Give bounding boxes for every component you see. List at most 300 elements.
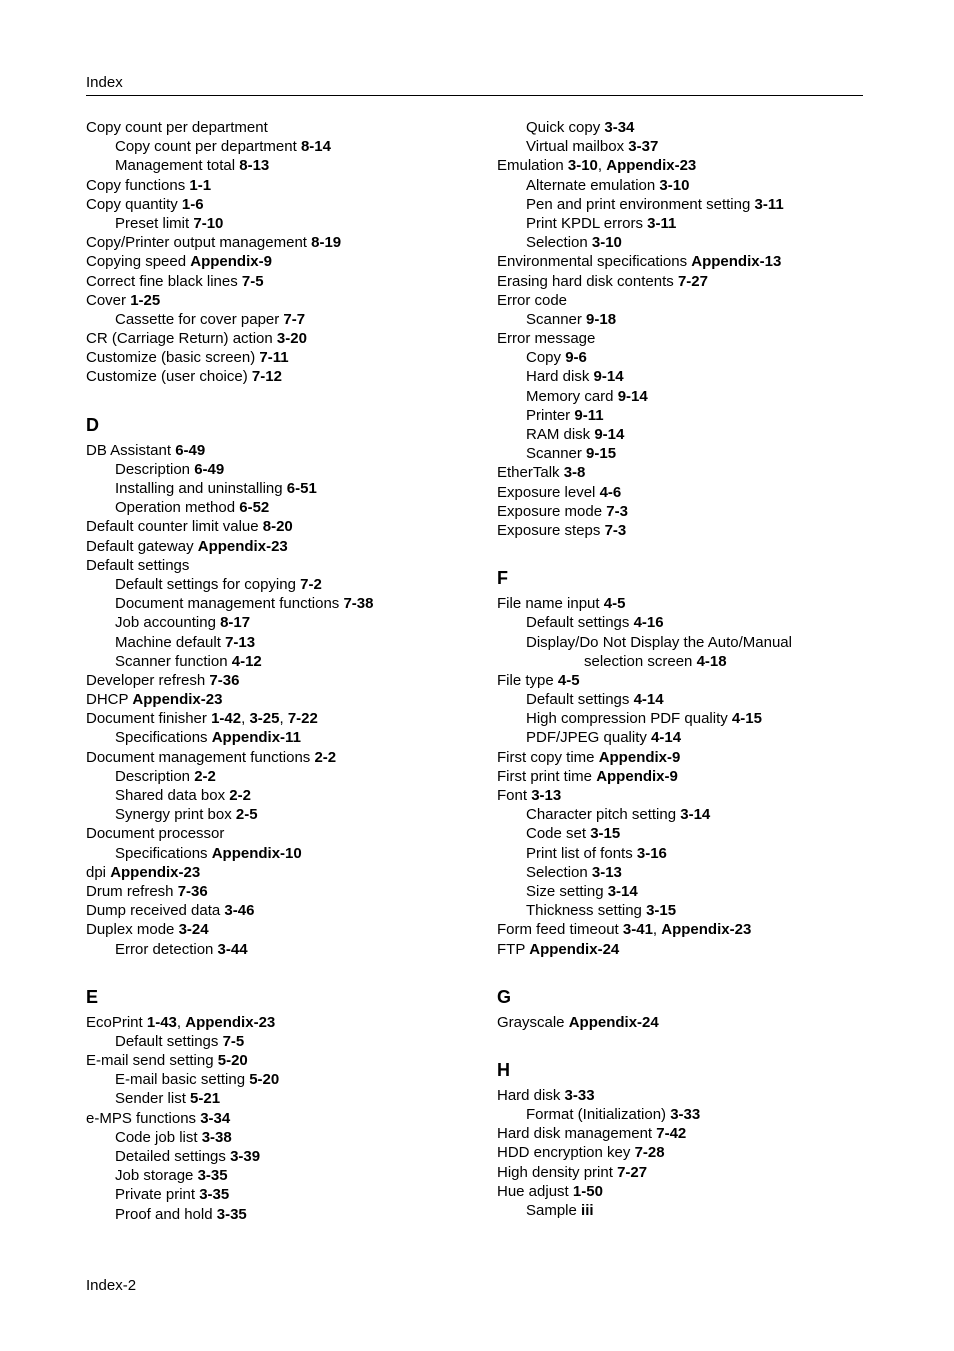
entry-term: Job accounting — [115, 614, 221, 632]
index-subentry — [86, 1089, 486, 1108]
entry-term: Error detection — [115, 940, 218, 958]
index-subentry — [497, 387, 877, 406]
entry-term: Copy count per department — [86, 119, 268, 136]
index-entry — [86, 367, 486, 386]
entry-term: selection screen — [584, 652, 697, 670]
page-reference: 2-2 — [314, 748, 337, 766]
index-entry — [497, 502, 877, 521]
entry-term: First copy time — [497, 748, 599, 766]
index-subentry — [86, 498, 486, 517]
index-entry — [86, 176, 486, 195]
page-reference: 4-18 — [696, 652, 727, 670]
section-letter-d: D — [86, 414, 99, 435]
index-entry — [86, 556, 486, 575]
page-reference: 7-11 — [259, 349, 289, 367]
index-entry — [497, 1124, 877, 1143]
page-reference: Appendix-10 — [211, 844, 302, 862]
page-reference: 9-11 — [574, 406, 604, 424]
page-reference: 3-33 — [564, 1086, 595, 1104]
page-number: Index-2 — [86, 1277, 137, 1294]
index-subentry — [86, 594, 486, 613]
index-entry — [86, 252, 486, 271]
index-entry — [86, 118, 486, 137]
page-reference: 5-20 — [217, 1052, 248, 1070]
entry-term: DB Assistant — [86, 441, 176, 459]
entry-term: File type — [497, 671, 558, 689]
page-reference: 3-35 — [216, 1205, 247, 1223]
page-reference: 6-49 — [194, 460, 225, 478]
entry-term: Cover — [86, 291, 131, 309]
index-subentry — [497, 118, 877, 137]
page-reference: 1-42 — [211, 710, 242, 728]
entry-term: DHCP — [86, 691, 133, 709]
index-subentry — [86, 1147, 486, 1166]
page-reference: 7-13 — [225, 633, 256, 651]
header-title: Index — [86, 74, 123, 91]
page-reference: 7-27 — [617, 1163, 648, 1181]
page-reference: 7-28 — [634, 1144, 665, 1162]
page-reference: 7-5 — [241, 272, 264, 290]
entry-term: Printer — [526, 406, 575, 424]
index-entry — [497, 767, 877, 786]
page-reference: 3-44 — [217, 940, 248, 958]
page-reference: Appendix-11 — [211, 729, 301, 747]
page-reference: 7-2 — [300, 575, 322, 593]
page-reference: 3-15 — [646, 902, 677, 920]
index-entry — [497, 594, 877, 613]
entry-term: High density print — [497, 1163, 618, 1181]
index-entry — [86, 863, 486, 882]
page-reference: 6-49 — [175, 441, 206, 459]
index-subentry — [497, 348, 877, 367]
page-reference: 3-34 — [200, 1109, 231, 1127]
entry-term: Print list of fonts — [526, 844, 637, 862]
page-reference: 9-18 — [586, 310, 617, 328]
index-entry — [497, 521, 877, 540]
page-reference: Appendix-9 — [598, 748, 681, 766]
entry-term: Document finisher — [86, 710, 212, 728]
index-entry — [86, 824, 486, 843]
page-header — [86, 72, 863, 96]
section-letter-f: F — [497, 568, 508, 589]
entry-term: Detailed settings — [115, 1148, 231, 1165]
index-subentry — [497, 176, 877, 195]
page-reference: 3-25 — [249, 710, 280, 728]
index-subentry — [497, 406, 877, 425]
page-reference: Appendix-9 — [190, 253, 272, 271]
entry-term: Hard disk — [497, 1086, 565, 1104]
page-reference: 9-15 — [586, 445, 617, 463]
index-entry — [497, 329, 877, 348]
index-entry — [86, 517, 486, 536]
index-subentry — [86, 805, 486, 824]
index-entry — [497, 1013, 877, 1032]
entry-term: Hard disk — [526, 368, 594, 386]
page-reference: 3-11 — [754, 195, 784, 213]
page-reference: 3-35 — [197, 1167, 228, 1185]
page-reference: Appendix-23 — [185, 1013, 276, 1031]
page-reference: 7-10 — [193, 214, 224, 232]
page-reference: 4-12 — [231, 652, 262, 670]
index-entry — [86, 291, 486, 310]
index-entry — [497, 940, 877, 959]
entry-term: Preset limit — [115, 214, 194, 232]
index-entry — [497, 671, 877, 690]
entry-term: Alternate emulation — [526, 176, 660, 194]
entry-term: Error code — [497, 291, 568, 309]
index-entry — [86, 272, 486, 291]
index-entry — [497, 463, 877, 482]
index-subentry — [497, 690, 877, 709]
page-reference: 7-7 — [283, 310, 306, 328]
entry-term: Selection — [526, 234, 592, 252]
entry-term: Code job list — [115, 1128, 202, 1146]
entry-term: Hard disk management — [497, 1125, 657, 1143]
entry-term: Character pitch setting — [526, 806, 681, 824]
entry-term: Scanner — [526, 310, 587, 328]
index-subentry — [86, 479, 486, 498]
page-reference: 3-10 — [567, 157, 598, 175]
index-subentry — [497, 844, 877, 863]
index-entry — [86, 1051, 486, 1070]
entry-term: Synergy print box — [115, 806, 236, 824]
index-subentry — [497, 882, 877, 901]
page-reference: Appendix-23 — [132, 691, 223, 709]
page-reference: 8-19 — [311, 234, 342, 252]
entry-term: Customize (user choice) — [86, 368, 252, 386]
index-subentry — [86, 310, 486, 329]
entry-term: Drum refresh — [86, 882, 178, 900]
index-subentry — [86, 940, 486, 959]
entry-term: Operation method — [115, 499, 240, 517]
page-reference: 1-1 — [189, 176, 212, 194]
entry-term: Font — [497, 787, 532, 804]
entry-term: Default settings — [86, 556, 190, 574]
entry-term: E-mail send setting — [86, 1052, 218, 1070]
index-entry — [497, 156, 877, 175]
index-subentry — [497, 233, 877, 252]
page-reference: 3-14 — [607, 882, 638, 900]
page-reference: 3-14 — [680, 806, 711, 824]
page-reference: 3-35 — [199, 1186, 230, 1204]
page-reference: 7-12 — [251, 368, 282, 386]
entry-term: Virtual mailbox — [526, 138, 629, 156]
page-reference: 6-52 — [239, 499, 270, 517]
entry-term: HDD encryption key — [497, 1144, 635, 1162]
page-reference: 7-38 — [343, 595, 374, 613]
page-reference: 3-10 — [591, 234, 622, 252]
page-reference: 8-14 — [300, 138, 331, 156]
entry-term: PDF/JPEG quality — [526, 729, 652, 747]
index-subentry — [497, 863, 877, 882]
index-entry — [86, 348, 486, 367]
index-subentry — [86, 613, 486, 632]
page-reference: Appendix-23 — [197, 537, 288, 555]
index-entry — [86, 882, 486, 901]
page-reference: 2-2 — [194, 767, 216, 785]
entry-term: Description — [115, 767, 195, 785]
index-entry — [86, 233, 486, 252]
page-reference: 8-20 — [262, 518, 293, 536]
index-subentry — [497, 310, 877, 329]
index-subentry — [86, 1185, 486, 1204]
page-reference: Appendix-9 — [596, 767, 678, 785]
page-reference: 4-6 — [599, 483, 622, 501]
entry-term: Code set — [526, 825, 591, 843]
index-entry — [497, 1163, 877, 1182]
page-reference: 1-25 — [130, 291, 161, 309]
index-subentry — [86, 728, 486, 747]
page-reference: 3-38 — [201, 1128, 232, 1146]
page-reference: 7-3 — [604, 521, 627, 539]
page-reference: 9-14 — [593, 368, 624, 386]
entry-term: dpi — [86, 863, 111, 881]
entry-term: Default counter limit value — [86, 518, 263, 536]
index-entry — [86, 690, 486, 709]
page-reference: 1-6 — [181, 195, 204, 213]
entry-term: , — [176, 1013, 186, 1031]
page-reference: 7-36 — [177, 882, 208, 900]
index-column-left — [86, 118, 486, 1224]
entry-term: Selection — [526, 863, 592, 881]
page-reference: 5-20 — [249, 1071, 280, 1089]
index-entry — [497, 483, 877, 502]
page-reference: 3-15 — [590, 825, 621, 843]
page-reference: 1-43 — [146, 1013, 177, 1031]
entry-term: Format (Initialization) — [526, 1106, 671, 1124]
index-subentry — [497, 824, 877, 843]
entry-term: Description — [115, 460, 195, 478]
page-reference: 2-5 — [235, 806, 258, 824]
index-subentry — [497, 709, 877, 728]
page-reference: 3-10 — [659, 176, 690, 194]
entry-term: , — [652, 921, 662, 939]
index-subentry — [86, 214, 486, 233]
page-reference: 3-46 — [224, 902, 255, 920]
page-reference: 9-14 — [594, 426, 625, 443]
page-reference: 8-13 — [239, 157, 270, 175]
page-reference: 3-34 — [604, 119, 635, 136]
entry-term: EcoPrint — [86, 1013, 147, 1031]
entry-term: Cassette for cover paper — [115, 310, 284, 328]
index-entry — [86, 1109, 486, 1128]
entry-term: Exposure level — [497, 483, 600, 501]
entry-term: Erasing hard disk contents — [497, 272, 678, 290]
index-entry — [497, 252, 877, 271]
page-reference: 3-37 — [628, 138, 659, 156]
entry-term: Quick copy — [526, 119, 605, 136]
page-reference: 7-22 — [287, 710, 318, 728]
index-subentry — [497, 613, 877, 632]
page-reference: 7-3 — [606, 502, 628, 520]
index-entry — [497, 1086, 877, 1105]
page-reference: 3-13 — [591, 863, 622, 881]
page-reference: 7-5 — [222, 1032, 245, 1050]
index-entry — [497, 1143, 877, 1162]
entry-term: First print time — [497, 767, 597, 785]
page-reference: 4-14 — [651, 729, 682, 747]
index-subentry — [497, 805, 877, 824]
page-reference: 3-8 — [563, 464, 586, 482]
page-reference: Appendix-13 — [691, 253, 782, 271]
index-entry — [86, 441, 486, 460]
entry-term: Scanner — [526, 445, 587, 463]
index-entry — [86, 195, 486, 214]
index-subentry — [86, 633, 486, 652]
entry-term: Correct fine black lines — [86, 272, 242, 290]
entry-term: Thickness setting — [526, 902, 647, 920]
index-entry — [86, 1013, 486, 1032]
entry-term: Hue adjust — [497, 1182, 573, 1200]
entry-term: Copy — [526, 349, 566, 367]
entry-term: Installing and uninstalling — [115, 480, 287, 497]
page-reference: 4-5 — [557, 671, 580, 689]
entry-term: Document processor — [86, 825, 225, 843]
entry-term: Exposure mode — [497, 502, 607, 520]
entry-term: Copy count per department — [115, 138, 301, 156]
index-subentry — [497, 195, 877, 214]
entry-term: Machine default — [115, 633, 226, 651]
index-entry — [86, 537, 486, 556]
entry-term: Error message — [497, 330, 596, 348]
entry-term: Shared data box — [115, 787, 230, 804]
page-reference: Appendix-23 — [606, 157, 697, 175]
entry-term: High compression PDF quality — [526, 710, 732, 728]
entry-term: Pen and print environment setting — [526, 195, 755, 213]
section-letter-g: G — [497, 986, 512, 1007]
index-entry — [86, 709, 486, 728]
index-subentry — [497, 425, 877, 444]
entry-term: Sample — [526, 1202, 582, 1219]
index-subentry — [86, 1032, 486, 1051]
page-reference: 3-16 — [636, 844, 667, 862]
page-reference: 8-17 — [220, 614, 251, 632]
page-reference: Appendix-23 — [661, 921, 752, 939]
index-subentry — [497, 367, 877, 386]
entry-term: Default settings — [526, 614, 634, 632]
index-subentry — [86, 460, 486, 479]
page-reference: 3-11 — [647, 214, 677, 232]
entry-term: Document management functions — [86, 748, 315, 766]
index-subentry — [86, 575, 486, 594]
entry-term: Print KPDL errors — [526, 214, 648, 232]
entry-term: Form feed timeout — [497, 921, 623, 939]
entry-term: e-MPS functions — [86, 1109, 201, 1127]
section-letter-h: H — [497, 1059, 510, 1080]
index-subentry — [497, 728, 877, 747]
page-reference: 7-27 — [677, 272, 708, 290]
index-subentry — [86, 156, 486, 175]
index-entry — [86, 920, 486, 939]
page-reference: 3-33 — [670, 1106, 701, 1124]
page-reference: 9-14 — [617, 387, 648, 405]
entry-term: Memory card — [526, 387, 618, 405]
entry-term: Exposure steps — [497, 521, 605, 539]
index-subentry — [497, 1201, 877, 1220]
entry-term: Default gateway — [86, 537, 198, 555]
entry-term: Specifications — [115, 844, 212, 862]
page-reference: 6-51 — [286, 480, 317, 497]
page-reference: Appendix-24 — [568, 1013, 659, 1031]
entry-term: Default settings — [115, 1032, 223, 1050]
index-entry — [497, 920, 877, 939]
page-reference: iii — [581, 1202, 594, 1219]
entry-term: Display/Do Not Display the Auto/Manual — [526, 633, 792, 651]
index-subentry — [497, 137, 877, 156]
entry-term: , — [279, 710, 288, 728]
index-entry — [86, 901, 486, 920]
entry-term: Management total — [115, 157, 240, 175]
entry-term: FTP — [497, 940, 530, 958]
page-reference: 3-41 — [622, 921, 653, 939]
page-reference: 3-39 — [230, 1148, 261, 1165]
page-reference: 7-36 — [209, 671, 240, 689]
entry-term: Emulation — [497, 157, 568, 175]
entry-term: Document management functions — [115, 595, 344, 613]
entry-term: Default settings for copying — [115, 575, 301, 593]
index-subentry — [497, 652, 877, 671]
page-reference: 1-50 — [572, 1182, 603, 1200]
index-entry — [497, 786, 877, 805]
entry-term: E-mail basic setting — [115, 1071, 250, 1089]
index-subentry — [86, 1128, 486, 1147]
index-subentry — [497, 901, 877, 920]
entry-term: EtherTalk — [497, 464, 564, 482]
page-reference: 7-42 — [656, 1125, 687, 1143]
entry-term: File name input — [497, 595, 604, 613]
entry-term: Copy/Printer output management — [86, 234, 312, 252]
page-reference: 4-14 — [633, 691, 664, 709]
page-reference: 2-2 — [229, 787, 251, 804]
page-reference: 9-6 — [565, 349, 587, 367]
index-subentry — [86, 786, 486, 805]
entry-term: , — [241, 710, 250, 728]
entry-term: Copy functions — [86, 176, 190, 194]
entry-term: , — [597, 157, 607, 175]
index-subentry — [497, 214, 877, 233]
entry-term: Copying speed — [86, 253, 191, 271]
entry-term: Scanner function — [115, 652, 232, 670]
index-subentry — [86, 767, 486, 786]
page-reference: 3-20 — [276, 330, 307, 348]
index-subentry — [86, 137, 486, 156]
entry-term: Proof and hold — [115, 1205, 217, 1223]
entry-term: RAM disk — [526, 426, 595, 443]
index-subentry — [497, 633, 877, 652]
page-reference: 4-5 — [603, 595, 626, 613]
entry-term: Dump received data — [86, 902, 225, 920]
index-entry — [497, 291, 877, 310]
index-entry — [497, 1182, 877, 1201]
page-reference: 5-21 — [190, 1090, 221, 1108]
index-entry — [86, 329, 486, 348]
index-subentry — [497, 444, 877, 463]
entry-term: Sender list — [115, 1090, 191, 1108]
index-subentry — [86, 652, 486, 671]
index-column-right — [497, 118, 877, 1220]
page-reference: 3-24 — [178, 921, 209, 939]
entry-term: Copy quantity — [86, 195, 182, 213]
index-entry — [497, 272, 877, 291]
entry-term: Duplex mode — [86, 921, 179, 939]
entry-term: CR (Carriage Return) action — [86, 330, 277, 348]
index-subentry — [86, 1070, 486, 1089]
section-letter-e: E — [86, 986, 99, 1007]
page-reference: Appendix-23 — [110, 863, 201, 881]
entry-term: Customize (basic screen) — [86, 349, 260, 367]
index-subentry — [86, 1205, 486, 1224]
index-entry — [86, 748, 486, 767]
